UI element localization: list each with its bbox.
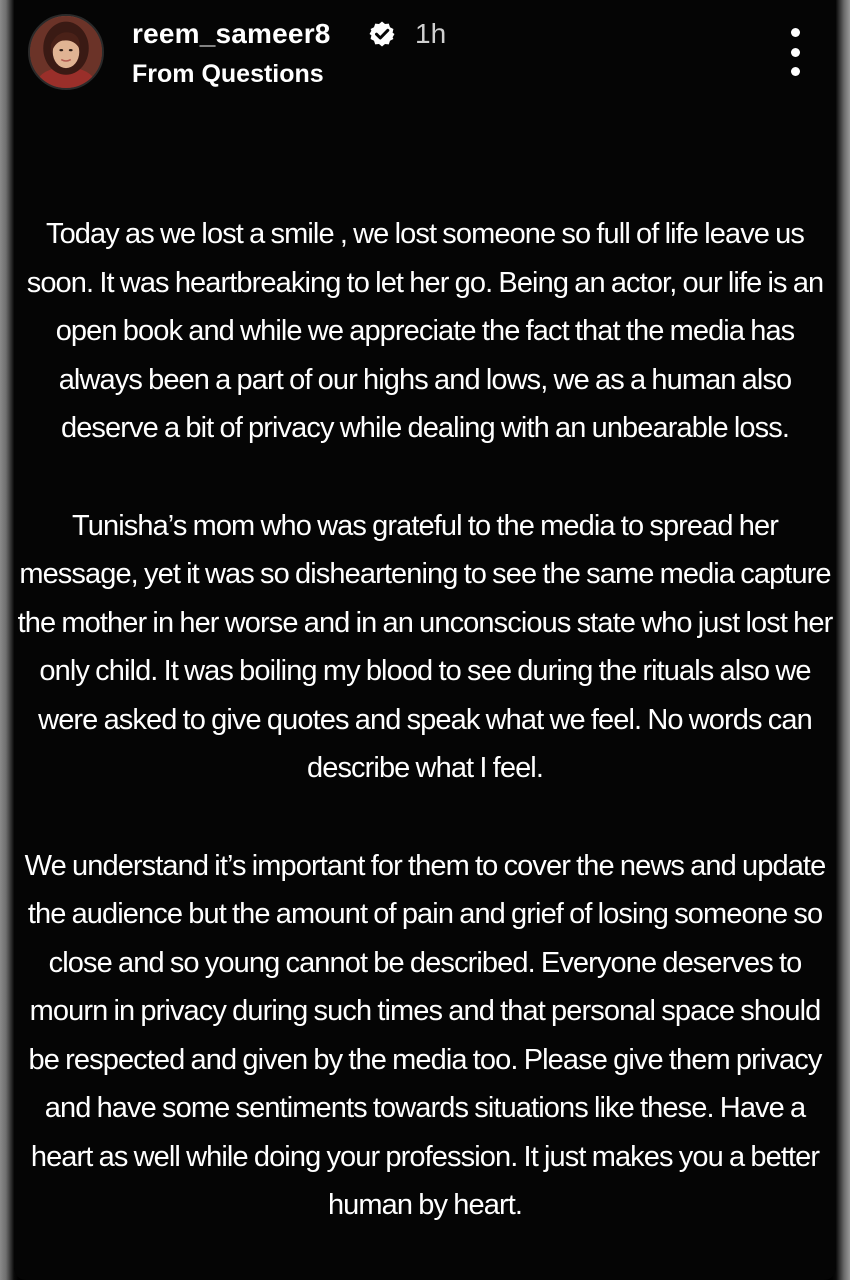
username[interactable]: reem_sameer8 — [132, 18, 331, 49]
avatar-image — [30, 16, 102, 88]
story-paragraph-1: Today as we lost a smile , we lost someone so full of life leave us soon. It was heartbreaking to let her go. Being an actor, our life is an open book and while we appreciate the fact that the media has always been a part of our highs and lows, we as a human also deserve a bit of privacy while dealing with an unbearable loss. — [26, 218, 824, 444]
post-time: 1h — [415, 18, 447, 49]
story-source[interactable]: From Questions — [132, 60, 324, 88]
story-text — [16, 210, 834, 1279]
more-dot — [791, 48, 800, 57]
story-header — [0, 0, 850, 110]
story-paragraph-2: Tunisha’s mom who was grateful to the media to spread her message, yet it was so disheartening to see the same media capture the mother in her worse and in an unconscious state who just lost her only child. It was boiling my blood to see during the rituals also we were asked to give quotes and speak what we feel. No words can describe what I feel. — [17, 509, 833, 784]
more-dot — [791, 28, 800, 37]
more-dot — [791, 67, 800, 76]
more-options-icon[interactable] — [780, 28, 810, 76]
verified-badge-icon — [368, 20, 396, 48]
story-paragraph-3: We understand it’s important for them to cover the news and update the audience but the amount of pain and grief of losing someone so close and so young cannot be described. Everyone deserves to mourn in privacy during such times and that personal space should be respected and given by the media too. Please give them privacy and have some sentiments towards situations like these. Have a heart as well while doing your profession. It just makes you a better human by heart. — [24, 849, 826, 1221]
avatar[interactable] — [28, 14, 104, 90]
